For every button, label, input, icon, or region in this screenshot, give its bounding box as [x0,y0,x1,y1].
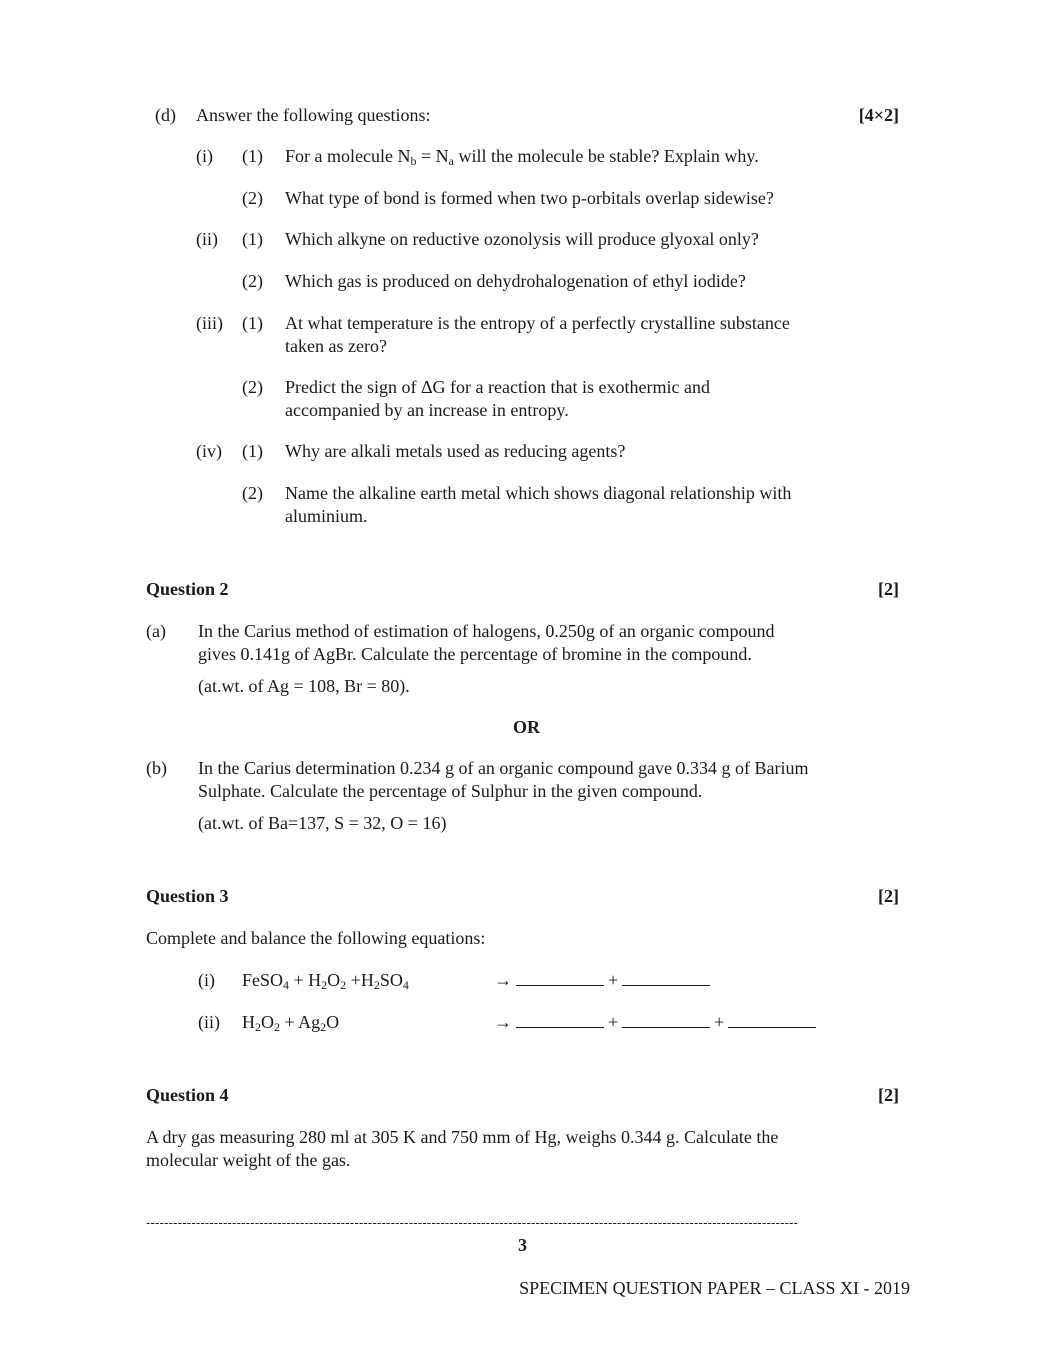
answer-blank[interactable] [728,1012,816,1028]
page-number: 3 [518,1235,527,1255]
question-text: What type of bond is formed when two p-orbitals overlap sidewise? [285,188,774,208]
part-d-label: (d) [155,105,176,125]
equation-i-products [494,969,714,992]
footer-caption: SPECIMEN QUESTION PAPER – CLASS XI - 2019 [519,1278,910,1298]
question-2-title: Question 2 [146,579,229,599]
question-text-line1: Name the alkaline earth metal which shows diagonal relationship with [285,483,792,503]
question-text: Why are alkali metals used as reducing agents? [285,441,626,461]
equation-i-reactants: FeSO$_4$ + $H_2O_2 +H_2SO_4$ [242,970,409,992]
option-a-line2: gives 0.141g of AgBr. Calculate the percentage of bromine in the compound. [198,644,752,664]
roman-iv: (iv) [196,441,222,461]
sub-item-number: (2) [242,483,263,503]
question-text: Which alkyne on reductive ozonolysis will produce glyoxal only? [285,229,759,249]
question-4-title: Question 4 [146,1085,229,1105]
or-separator: OR [513,717,540,737]
text-fragment: = N [416,146,449,166]
sub-item-number: (1) [242,146,263,166]
roman-iii: (iii) [196,313,223,333]
subscript: b [410,154,417,168]
part-d-marks: [4×2] [858,105,899,125]
answer-blank[interactable] [516,1012,604,1028]
sub-item-number: (1) [242,313,263,333]
part-d-heading: Answer the following questions: [196,105,431,125]
plus-sign: + [608,970,619,990]
text-fragment: For a molecule N [285,146,411,166]
equation-ii-label: (ii) [198,1012,220,1032]
question-text-line1: At what temperature is the entropy of a perfectly crystalline substance [285,313,790,333]
sub-item-number: (1) [242,441,263,461]
option-a-note: (at.wt. of Ag = 108, Br = 80). [198,676,410,696]
footer-divider: ------------------------------------------------------------------------------------------------------------------------------------------------ [146,1215,799,1230]
question-text-line2: accompanied by an increase in entropy. [285,400,569,420]
plus-sign: + [714,1012,725,1032]
option-b-line2: Sulphate. Calculate the percentage of Sulphur in the given compound. [198,781,703,801]
question-text [285,145,759,168]
question-2-marks: [2] [878,579,899,599]
option-b-note: (at.wt. of Ba=137, S = 32, O = 16) [198,813,447,833]
option-a-label: (a) [146,621,166,641]
arrow-icon: → [494,1012,512,1032]
question-3-intro: Complete and balance the following equations: [146,928,486,948]
sub-item-number: (2) [242,188,263,208]
answer-blank[interactable] [622,1012,710,1028]
sub-item-number: (1) [242,229,263,249]
option-a-line1: In the Carius method of estimation of halogens, 0.250g of an organic compound [198,621,775,641]
equation-ii-products [494,1011,820,1034]
question-3-marks: [2] [878,886,899,906]
option-b-line1: In the Carius determination 0.234 g of an organic compound gave 0.334 g of Barium [198,758,809,778]
answer-blank[interactable] [516,970,604,986]
question-text-line2: taken as zero? [285,336,387,356]
equation-i-label: (i) [198,970,215,990]
plus-sign: + [608,1012,619,1032]
question-4-marks: [2] [878,1085,899,1105]
question-text-line1: Predict the sign of ΔG for a reaction that is exothermic and [285,377,710,397]
subscript: a [448,154,454,168]
question-4-line1: A dry gas measuring 280 ml at 305 K and 750 mm of Hg, weighs 0.344 g. Calculate the [146,1127,779,1147]
arrow-icon: → [494,970,512,990]
question-text-line2: aluminium. [285,506,368,526]
text-fragment: will the molecule be stable? Explain why. [453,146,759,166]
option-b-label: (b) [146,758,167,778]
question-text: Which gas is produced on dehydrohalogenation of ethyl iodide? [285,271,746,291]
answer-blank[interactable] [622,970,710,986]
question-4-line2: molecular weight of the gas. [146,1150,351,1170]
question-3-title: Question 3 [146,886,229,906]
sub-item-number: (2) [242,377,263,397]
roman-ii: (ii) [196,229,218,249]
sub-item-number: (2) [242,271,263,291]
equation-ii-reactants: $H_2O_2 + Ag_2O$ [242,1012,340,1034]
roman-i: (i) [196,146,213,166]
